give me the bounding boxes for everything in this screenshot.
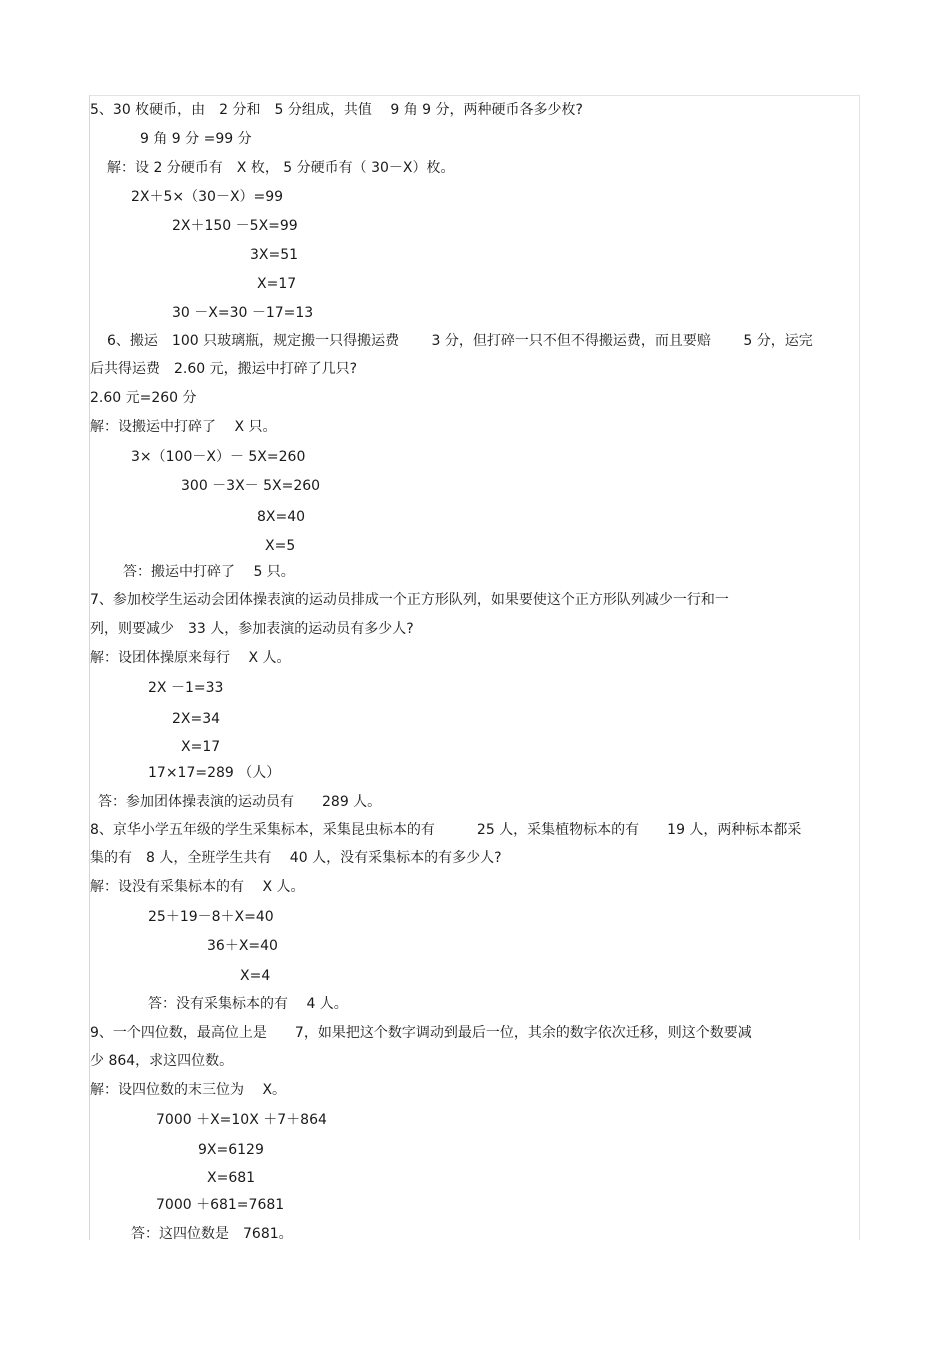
q7-step-2: X=17 [181,739,221,755]
q5-step-1: 2X＋150 －5X=99 [172,218,298,234]
q9-equation: 7000 ＋X=10X ＋7＋864 [156,1112,327,1128]
q7-step-3: 17×17=289 （人） [148,765,281,781]
q5-step-2: 3X=51 [250,247,299,263]
q5-title: 5、30 枚硬币，由 2 分和 5 分组成，共值 9 角 9 分，两种硬币各多少枚? [90,102,583,118]
q5-conversion: 9 角 9 分 =99 分 [140,131,252,147]
q6-conversion: 2.60 元=260 分 [90,390,197,406]
q8-title-line-1: 8、京华小学五年级的学生采集标本，采集昆虫标本的有 25 人，采集植物标本的有 19 人，两种标本都采 [90,822,802,838]
q7-equation: 2X －1=33 [148,680,224,696]
q9-answer: 答：这四位数是 7681。 [131,1226,293,1242]
q8-equation: 25＋19－8＋X=40 [148,909,274,925]
q8-step-2: X=4 [240,968,271,984]
q8-title-line-2: 集的有 8 人，全班学生共有 40 人，没有采集标本的有多少人? [90,850,502,866]
q5-step-3: X=17 [257,276,297,292]
q7-solution-setup: 解：设团体操原来每行 X 人。 [90,650,291,666]
q9-step-3: 7000 ＋681=7681 [156,1197,285,1213]
q8-solution-setup: 解：设没有采集标本的有 X 人。 [90,879,305,895]
q7-title-line-2: 列，则要减少 33 人，参加表演的运动员有多少人? [90,621,414,637]
q6-step-1: 300 －3X－ 5X=260 [181,478,321,494]
q8-answer: 答：没有采集标本的有 4 人。 [148,996,348,1012]
q7-answer: 答：参加团体操表演的运动员有 289 人。 [98,794,382,810]
q9-step-2: X=681 [207,1170,256,1186]
q9-title-line-1: 9、一个四位数，最高位上是 7，如果把这个数字调动到最后一位，其余的数字依次迁移，则这个数要减 [90,1025,752,1041]
q6-title-line-1: 6、搬运 100 只玻璃瓶，规定搬一只得搬运费 3 分，但打碎一只不但不得搬运费，而且要赔 5 分，运完 [107,333,813,349]
q6-equation: 3×（100－X）－ 5X=260 [131,449,306,465]
q6-title-line-2: 后共得运费 2.60 元，搬运中打碎了几只? [90,361,358,377]
q7-step-1: 2X=34 [172,711,221,727]
q9-solution-setup: 解：设四位数的末三位为 X。 [90,1082,287,1098]
q6-step-2: 8X=40 [257,509,306,525]
q6-step-3: X=5 [265,538,296,554]
q5-equation: 2X＋5×（30－X）=99 [131,189,284,205]
q9-title-line-2: 少 864，求这四位数。 [90,1053,234,1069]
q6-solution-setup: 解：设搬运中打碎了 X 只。 [90,419,277,435]
q8-step-1: 36＋X=40 [207,938,278,954]
q7-title-line-1: 7、参加校学生运动会团体操表演的运动员排成一个正方形队列，如果要使这个正方形队列减少一行和一 [90,592,729,608]
q5-solution-setup: 解：设 2 分硬币有 X 枚， 5 分硬币有（ 30－X）枚。 [107,160,455,176]
q9-step-1: 9X=6129 [198,1142,264,1158]
q6-answer: 答：搬运中打碎了 5 只。 [123,564,295,580]
q5-step-4: 30 －X=30 －17=13 [172,305,314,321]
